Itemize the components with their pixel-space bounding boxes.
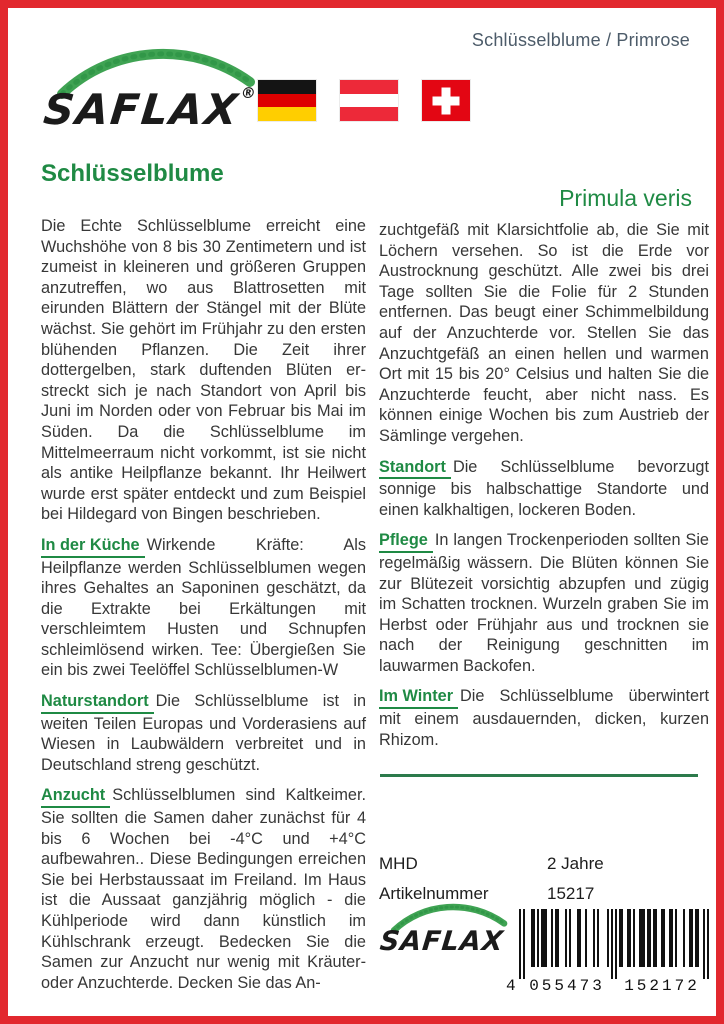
barcode-bars [505, 909, 717, 995]
section-text: Die Schlüsselblume überwintert mit einem ausdauernden, dicken, kurzen Rhizom. [379, 687, 709, 749]
saflax-logo [38, 42, 258, 134]
product-line-header: Schlüsselblume / Primrose [471, 30, 690, 50]
section-heading: Pflege [379, 530, 433, 553]
flag-stripe [340, 107, 398, 121]
section-pflege [379, 530, 709, 676]
brand-name: SAFLAX [378, 926, 506, 957]
country-flags [258, 80, 470, 121]
info-label: MHD [379, 854, 418, 873]
section-heading: In der Küche [41, 535, 145, 558]
section-text: Schlüsselblumen sind Kaltkeimer. Sie sollten die Samen daher zunächst für 4 bis 6 Wochen bei -4°C und +4°C aufbewahren.. Diese Bedingungen erreichen Sie bei Herbstaussaat im Freiland. Im Haus ist die Aussaat ganzjährig möglich - die Kühlperiode wird dann künstlich im Kühlschrank erzeugt. Bedecken Sie die Samen zur Anzucht nur wenig mit Kräuter- oder Anzuchterde. Decken Sie das An- [41, 786, 366, 992]
continuation-paragraph: zuchtgefäß mit Klarsichtfolie ab, die Sie mit Löchern versehen. So ist die Erde vor Austrocknung geschützt. Alle zwei bis drei Tage sollten Sie die Folie für 2 Stunden entfernen. Das beugt einer Schimmelbildung auf der Anzuchterde vor. Stellen Sie das Anzuchtgefäß an einen hellen und warmen Ort mit 15 bis 20° Celsius und halten Sie die Anzuchterde feucht, aber nicht nass. Es können einige Wochen bis zum Austrieb der Sämlinge vergehen. [379, 221, 709, 445]
germany-flag-icon [258, 80, 316, 121]
section-text: Die Schlüsselblume ist in weiten Teilen Europas und Vorderasiens auf Wiesen in Laubwäldern verbreitet und in Deutschland streng geschützt. [41, 692, 366, 774]
section-heading: Naturstandort [41, 691, 154, 714]
svg-text:4: 4 [506, 977, 516, 995]
botanical-name: Primula veris [559, 185, 692, 211]
section-heading: Im Winter [379, 686, 458, 709]
swiss-cross-icon [433, 96, 460, 105]
section-anzucht [41, 785, 366, 993]
section-standort [379, 457, 709, 521]
flag-stripe [258, 94, 316, 108]
intro-paragraph: Die Echte Schlüsselblume erreicht eine Wuchshöhe von 8 bis 30 Zentimetern und ist zumeist in kleineren und größeren Gruppen anzutreffen, wo aus Blattrosetten mit eirunden Blättern der Stängel mit der Blüte wächst. Sie gehört im Frühjahr zu den ersten blühenden Pflanzen. Die Zeit ihrer dottergelben, stark duftenden Blüten er-streckt sich je nach Standort von April bis Juni im Norden oder von Februar bis Mai im Süden. Da die Schlüsselblume im Mittelmeerraum nicht vorkommt, ist sie nicht als antike Heilpflanze bekannt. Ihr Heilwert wurde erst später entdeckt und zum Beispiel bei Hildegard von Bingen beschrieben. [41, 217, 366, 524]
flag-stripe [258, 80, 316, 94]
info-label: Artikelnummer [379, 884, 489, 903]
saflax-logo-small [378, 900, 518, 957]
brand-name-text: SAFLAX [41, 85, 242, 134]
section-im-winter [379, 686, 709, 750]
switzerland-flag-icon [422, 80, 470, 121]
right-text-column [379, 220, 709, 760]
brand-name [35, 84, 256, 134]
flag-stripe [258, 107, 316, 121]
svg-text:055473: 055473 [529, 977, 605, 995]
page-title-german: Schlüsselblume [41, 160, 224, 187]
section-text: In langen Trockenperioden sollten Sie regelmäßig wässern. Die Blüten können Sie zur Blütezeit vorsichtig abzupfen und zügig im Schatten trocknen. Wurzeln graben Sie im Herbst oder Frühjahr aus und trocknen sie nach der Reinigung geschnitten im lauwarmen Backofen. [379, 531, 709, 675]
section-in-der-kueche [41, 535, 366, 681]
section-text: Wirkende Kräfte: Als Heilpflanze werden Schlüsselblumen wegen ihres Gehaltes an Saponinen geschätzt, da die Extrakte bei Erkältungen mit verschleimtem Husten und Schnupfen schleimlösend wirken. Tee: Übergießen Sie ein bis zwei Teelöffel Schlüsselblumen-W [41, 535, 366, 680]
info-value: 15217 [547, 884, 595, 903]
section-heading: Anzucht [41, 785, 110, 808]
ean13-barcode [505, 909, 717, 1000]
registered-trademark-icon: ® [239, 84, 257, 102]
section-text: Die Schlüsselblume bevorzugt sonnige bis halbschattige Standorte und einen kalkhaltigen, lockeren Boden. [379, 457, 709, 519]
info-row-mhd [379, 854, 711, 874]
section-heading: Standort [379, 457, 451, 480]
austria-flag-icon [340, 80, 398, 121]
info-value: 2 Jahre [547, 854, 604, 873]
svg-text:152172: 152172 [624, 977, 700, 995]
section-naturstandort [41, 691, 366, 775]
flag-stripe [340, 80, 398, 94]
flag-stripe [340, 94, 398, 108]
green-divider [380, 774, 698, 777]
left-text-column [41, 216, 366, 1003]
